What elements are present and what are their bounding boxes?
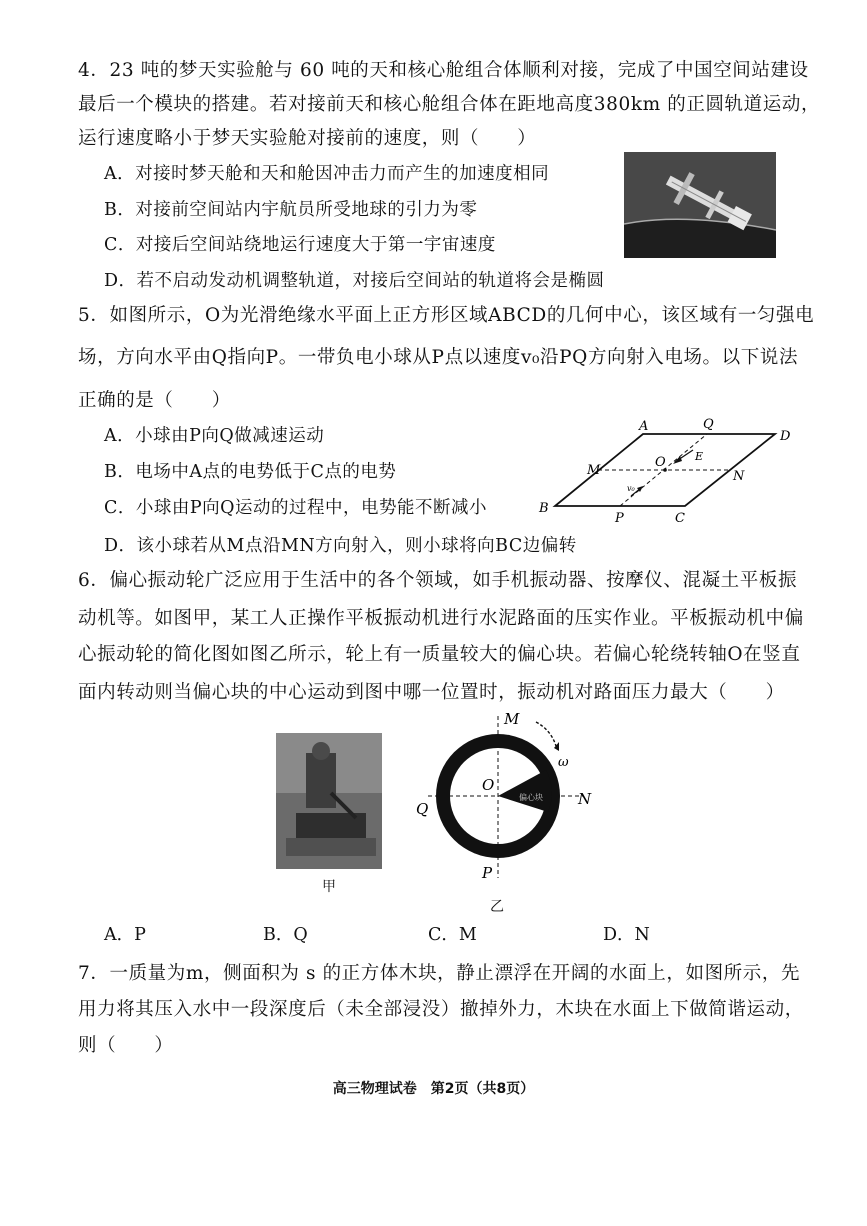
wheel-label-p: P <box>482 864 493 882</box>
caption-yi: 乙 <box>490 899 504 915</box>
q7-stem-line2: 用力将其压入水中一段深度后（未全部浸没）撤掉外力，木块在水面上下做简谐运动， <box>78 999 804 1020</box>
q6-choice-a: A．P <box>104 925 146 945</box>
label-q: Q <box>703 417 714 432</box>
q6-choice-d: D．N <box>603 925 650 945</box>
eccentric-wheel-diagram <box>408 708 608 886</box>
q6-stem-line2: 动机等。如图甲，某工人正操作平板振动机进行水泥路面的压实作业。平板振动机中偏 <box>78 608 804 629</box>
q6-choice-c: C．M <box>428 925 477 945</box>
label-n: N <box>733 469 745 484</box>
q5-option-b: B．电场中A点的电势低于C点的电势 <box>104 462 397 482</box>
label-m: M <box>587 463 601 478</box>
q4-stem-line1: 4．23 吨的梦天实验舱与 60 吨的天和核心舱组合体顺利对接，完成了中国空间站建设 <box>78 60 809 81</box>
q5-stem-line1: 5．如图所示，O为光滑绝缘水平面上正方形区域ABCD的几何中心，该区域有一匀强电 <box>78 305 815 326</box>
q4-stem-line3: 运行速度略小于梦天实验舱对接前的速度，则（ ） <box>78 128 537 149</box>
q4-option-b: B．对接前空间站内宇航员所受地球的引力为零 <box>104 200 478 220</box>
q5-stem-line2: 场，方向水平由Q指向P。一带负电小球从P点以速度v₀沿PQ方向射入电场。以下说法 <box>78 347 799 368</box>
label-o: O <box>655 455 666 470</box>
q5-option-c: C．小球由P向Q运动的过程中，电势能不断减小 <box>104 498 488 518</box>
q4-option-d: D．若不启动发动机调整轨道，对接后空间站的轨道将会是椭圆 <box>104 271 605 291</box>
wheel-label-m: M <box>504 710 520 728</box>
page-footer: 高三物理试卷 第2页（共8页） <box>332 1081 535 1097</box>
wheel-label-omega: ω <box>558 755 569 770</box>
efield-diagram <box>535 412 800 528</box>
q6-choice-b: B．Q <box>263 925 308 945</box>
q6-stem-line4: 面内转动则当偏心块的中心运动到图中哪一位置时，振动机对路面压力最大（ ） <box>78 682 785 703</box>
label-a: A <box>639 419 649 434</box>
label-e: E <box>695 450 704 463</box>
worker-photo <box>276 733 382 869</box>
label-b: B <box>539 501 549 516</box>
q5-stem-line3: 正确的是（ ） <box>78 390 231 411</box>
label-p: P <box>615 511 624 526</box>
q4-option-c: C．对接后空间站绕地运行速度大于第一宇宙速度 <box>104 235 496 255</box>
q7-stem-line1: 7．一质量为m，侧面积为 s 的正方体木块，静止漂浮在开阔的水面上，如图所示，先 <box>78 963 801 984</box>
wheel-label-n: N <box>578 790 592 808</box>
wheel-label-o: O <box>482 776 495 794</box>
rotation-arrow <box>536 722 556 746</box>
space-station-photo <box>624 152 776 258</box>
q6-stem-line1: 6．偏心振动轮广泛应用于生活中的各个领域，如手机振动器、按摩仪、混凝土平板振 <box>78 570 798 591</box>
q5-option-a: A．小球由P向Q做减速运动 <box>104 426 325 446</box>
label-d: D <box>780 429 791 444</box>
label-v0: v₀ <box>627 484 635 493</box>
label-c: C <box>675 511 685 526</box>
q6-stem-line3: 心振动轮的简化图如图乙所示，轮上有一质量较大的偏心块。若偏心轮绕转轴O在竖直 <box>78 644 801 665</box>
caption-jia: 甲 <box>322 879 336 895</box>
wheel-label-q: Q <box>416 800 429 818</box>
q4-option-a: A．对接时梦天舱和天和舱因冲击力而产生的加速度相同 <box>104 164 550 184</box>
q4-stem-line2: 最后一个模块的搭建。若对接前天和核心舱组合体在距地高度380km 的正圆轨道运动， <box>78 94 821 115</box>
q7-stem-line3: 则（ ） <box>78 1035 174 1056</box>
wheel-label-block: 偏心块 <box>519 793 543 802</box>
q5-option-d: D．该小球若从M点沿MN方向射入，则小球将向BC边偏转 <box>104 536 577 556</box>
